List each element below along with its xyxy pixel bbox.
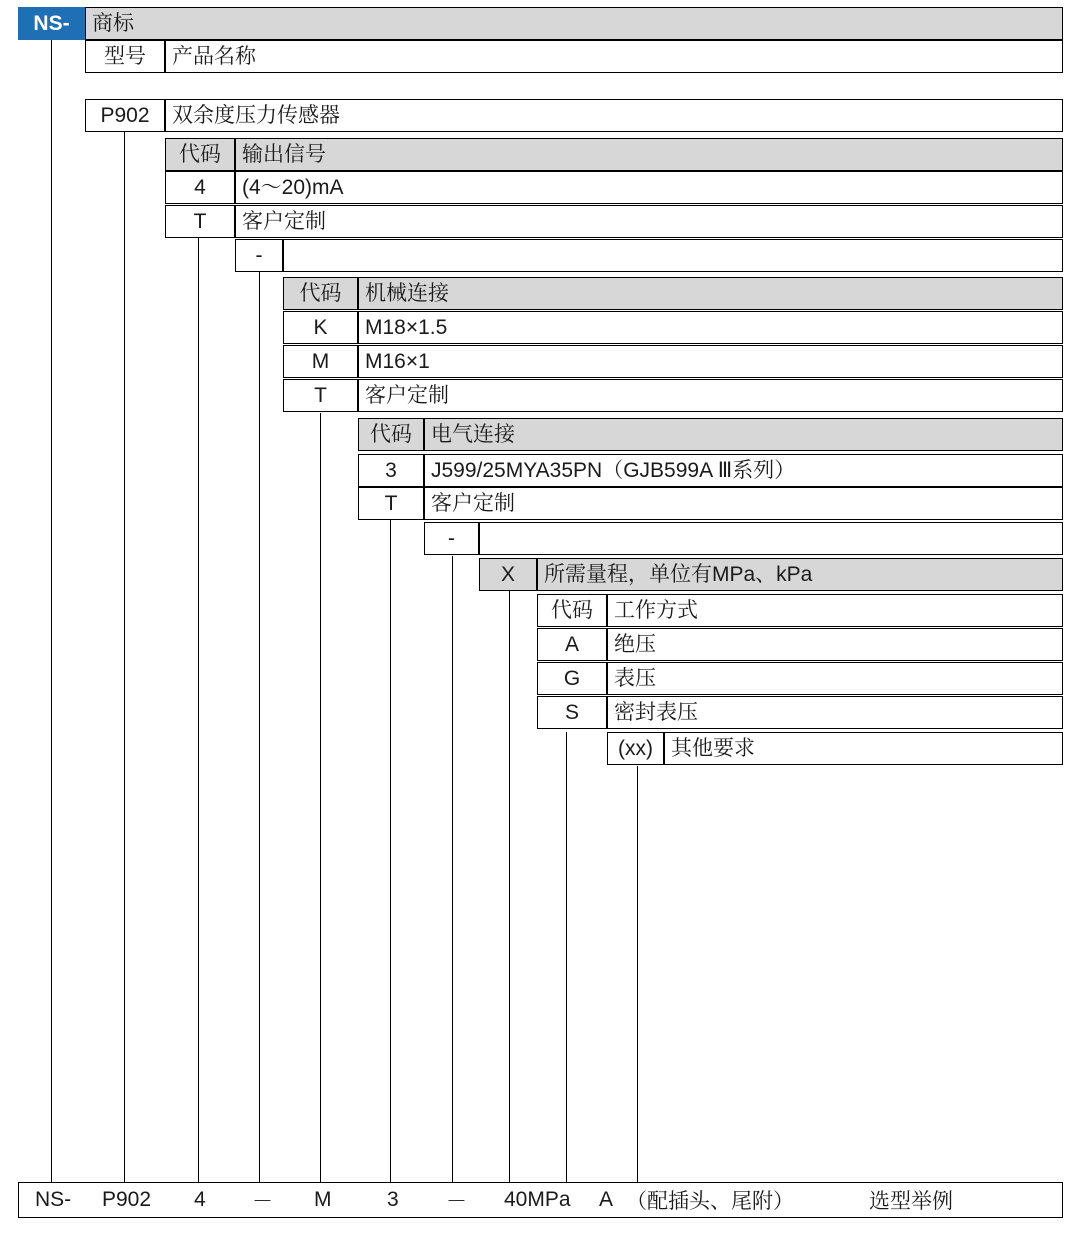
dash-filler-2 bbox=[479, 522, 1063, 555]
row-output-header bbox=[165, 138, 1063, 171]
leader-line-output bbox=[198, 238, 199, 1182]
row-mode-2 bbox=[537, 662, 1063, 695]
output-code-2: T bbox=[165, 205, 235, 238]
elec-label-1: J599/25MYA35PN（GJB599A Ⅲ系列） bbox=[424, 454, 1063, 487]
example-part-8: A bbox=[599, 1188, 614, 1211]
output-code-1: 4 bbox=[165, 171, 235, 204]
row-dash-2 bbox=[424, 522, 1063, 555]
leader-line-dash2 bbox=[452, 556, 453, 1182]
range-label: 所需量程，单位有MPa、kPa bbox=[537, 558, 1063, 591]
example-strip bbox=[18, 1182, 1063, 1218]
model-name: 双余度压力传感器 bbox=[165, 99, 1063, 132]
elec-code-2: T bbox=[358, 487, 424, 520]
row-output-2 bbox=[165, 205, 1063, 238]
mech-label-header: 机械连接 bbox=[358, 277, 1063, 310]
row-elec-header bbox=[358, 418, 1063, 451]
row-brand bbox=[18, 7, 1063, 40]
dash-code-2: - bbox=[424, 522, 479, 555]
leader-line-mode bbox=[566, 732, 567, 1182]
mode-code-1: A bbox=[537, 628, 607, 661]
row-model-header bbox=[85, 40, 1063, 73]
row-model-value bbox=[85, 99, 1063, 132]
elec-code-header: 代码 bbox=[358, 418, 424, 451]
elec-label-header: 电气连接 bbox=[424, 418, 1063, 451]
mech-label-3: 客户定制 bbox=[358, 379, 1063, 412]
row-mode-1 bbox=[537, 628, 1063, 661]
mech-code-3: T bbox=[283, 379, 358, 412]
example-part-4: M bbox=[314, 1188, 332, 1211]
leader-line-elec bbox=[390, 520, 391, 1182]
elec-label-2: 客户定制 bbox=[424, 487, 1063, 520]
row-output-1 bbox=[165, 171, 1063, 204]
output-label-1: (4～20)mA bbox=[235, 171, 1063, 204]
row-mech-header bbox=[283, 277, 1063, 310]
row-mech-1 bbox=[283, 311, 1063, 344]
mode-label-2: 表压 bbox=[607, 662, 1063, 695]
row-dash-1 bbox=[235, 239, 1063, 272]
mech-label-2: M16×1 bbox=[358, 345, 1063, 378]
leader-line-dash1 bbox=[259, 272, 260, 1182]
leader-line-model bbox=[124, 132, 125, 1182]
mode-code-header: 代码 bbox=[537, 594, 607, 627]
output-code-header: 代码 bbox=[165, 138, 235, 171]
leader-line-brand bbox=[51, 40, 52, 1182]
mech-code-2: M bbox=[283, 345, 358, 378]
mech-code-header: 代码 bbox=[283, 277, 358, 310]
example-part-9: （配插头、尾附） bbox=[626, 1190, 794, 1213]
mode-code-2: G bbox=[537, 662, 607, 695]
mode-code-3: S bbox=[537, 696, 607, 729]
output-label-2: 客户定制 bbox=[235, 205, 1063, 238]
model-label-header: 产品名称 bbox=[165, 40, 1063, 73]
mode-label-3: 密封表压 bbox=[607, 696, 1063, 729]
leader-line-mech bbox=[320, 413, 321, 1182]
row-range bbox=[479, 558, 1063, 591]
row-mech-3 bbox=[283, 379, 1063, 412]
example-part-3: － bbox=[252, 1190, 273, 1213]
example-part-7: 40MPa bbox=[504, 1188, 571, 1211]
example-part-5: 3 bbox=[387, 1188, 399, 1211]
row-other bbox=[607, 732, 1063, 765]
example-part-2: 4 bbox=[194, 1188, 206, 1211]
row-elec-2 bbox=[358, 487, 1063, 520]
row-mode-3 bbox=[537, 696, 1063, 729]
brand-tag: NS- bbox=[18, 7, 85, 40]
example-caption: 选型举例 bbox=[869, 1190, 953, 1213]
output-label-header: 输出信号 bbox=[235, 138, 1063, 171]
other-code: (xx) bbox=[607, 732, 664, 765]
example-part-0: NS- bbox=[35, 1188, 72, 1211]
brand-label: 商标 bbox=[85, 7, 1063, 40]
leader-line-other bbox=[637, 766, 638, 1182]
example-part-6: － bbox=[446, 1190, 467, 1213]
dash-filler-1 bbox=[283, 239, 1063, 272]
range-code: X bbox=[479, 558, 537, 591]
mech-label-1: M18×1.5 bbox=[358, 311, 1063, 344]
other-label: 其他要求 bbox=[664, 732, 1063, 765]
mech-code-1: K bbox=[283, 311, 358, 344]
leader-line-range bbox=[509, 591, 510, 1182]
model-code-header: 型号 bbox=[85, 40, 165, 73]
dash-code-1: - bbox=[235, 239, 283, 272]
model-code: P902 bbox=[85, 99, 165, 132]
mode-label-1: 绝压 bbox=[607, 628, 1063, 661]
row-mode-header bbox=[537, 594, 1063, 627]
mode-label-header: 工作方式 bbox=[607, 594, 1063, 627]
row-elec-1 bbox=[358, 454, 1063, 487]
example-part-1: P902 bbox=[102, 1188, 152, 1211]
row-mech-2 bbox=[283, 345, 1063, 378]
elec-code-1: 3 bbox=[358, 454, 424, 487]
